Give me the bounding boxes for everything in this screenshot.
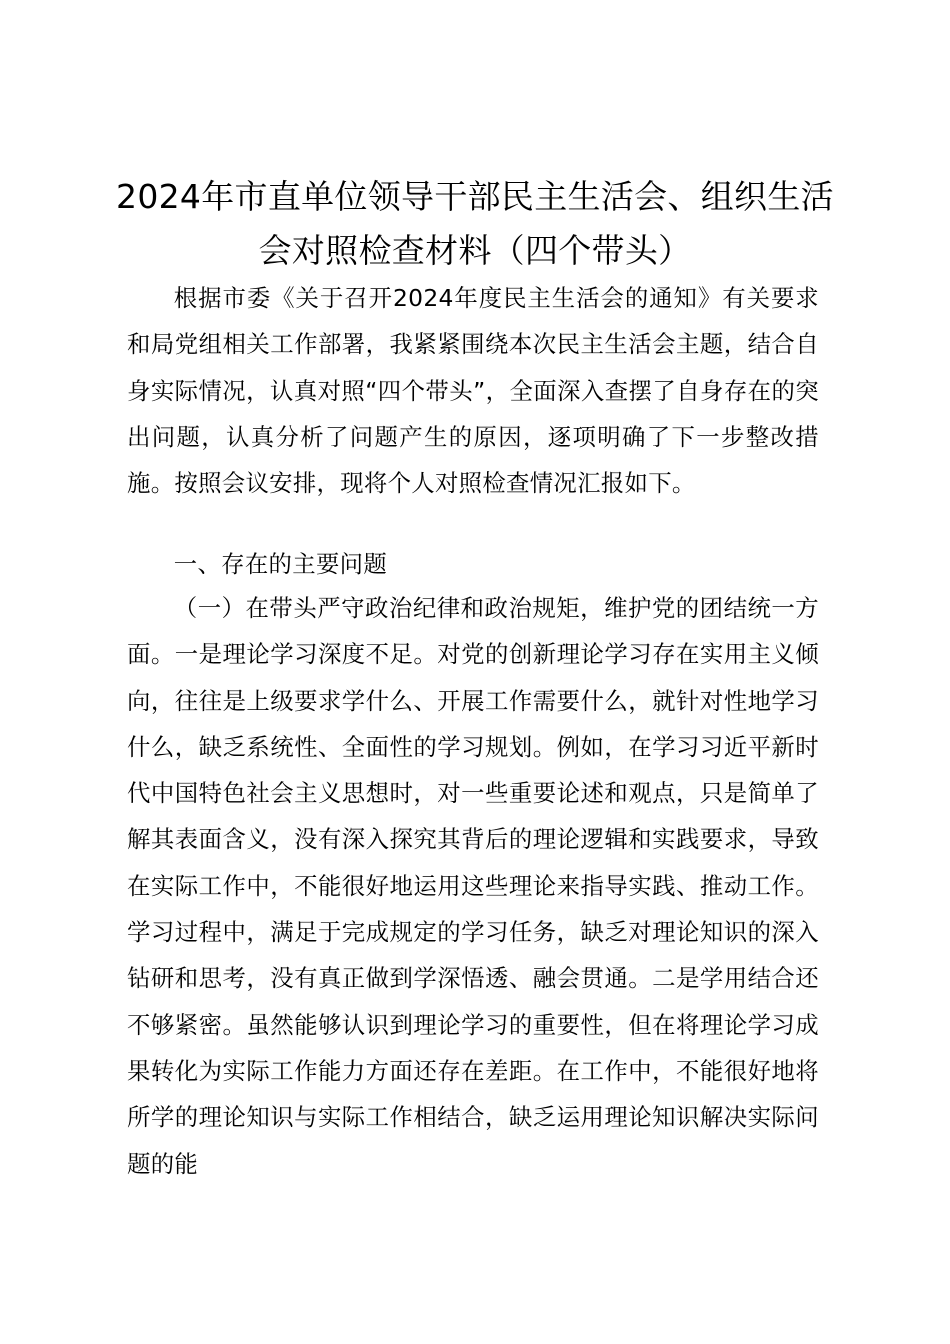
- section-paragraph: （一）在带头严守政治纪律和政治规矩，维护党的团结统一方面。一是理论学习深度不足。对党的创新理论学习存在实用主义倾向，往往是上级要求学什么、开展工作需要什么，就针对性地学习什么，缺乏系统性、全面性的学习规划。例如，在学习习近平新时代中国特色社会主义思想时，对一些重要论述和观点，只是简单了解其表面含义，没有深入探究其背后的理论逻辑和实践要求，导致在实际工作中，不能很好地运用这些理论来指导实践、推动工作。学习过程中，满足于完成规定的学习任务，缺乏对理论知识的深入钻研和思考，没有真正做到学深悟透、融会贯通。二是学用结合还不够紧密。虽然能够认识到理论学习的重要性，但在将理论学习成果转化为实际工作能力方面还存在差距。在工作中，不能很好地将所学的理论知识与实际工作相结合，缺乏运用理论知识解决实际问题的能: [127, 594, 819, 1178]
- document-title: 2024年市直单位领导干部民主生活会、组织生活会对照检查材料（四个带头）: [116, 177, 834, 270]
- section-heading: 一、存在的主要问题: [173, 550, 388, 578]
- intro-paragraph: 根据市委《关于召开2024年度民主生活会的通知》有关要求和局党组相关工作部署，我紧紧围绕本次民主生活会主题，结合自身实际情况，认真对照“四个带头”，全面深入查摆了自身存在的突出问题，认真分析了问题产生的原因，逐项明确了下一步整改措施。按照会议安排，现将个人对照检查情况汇报如下。: [127, 284, 819, 498]
